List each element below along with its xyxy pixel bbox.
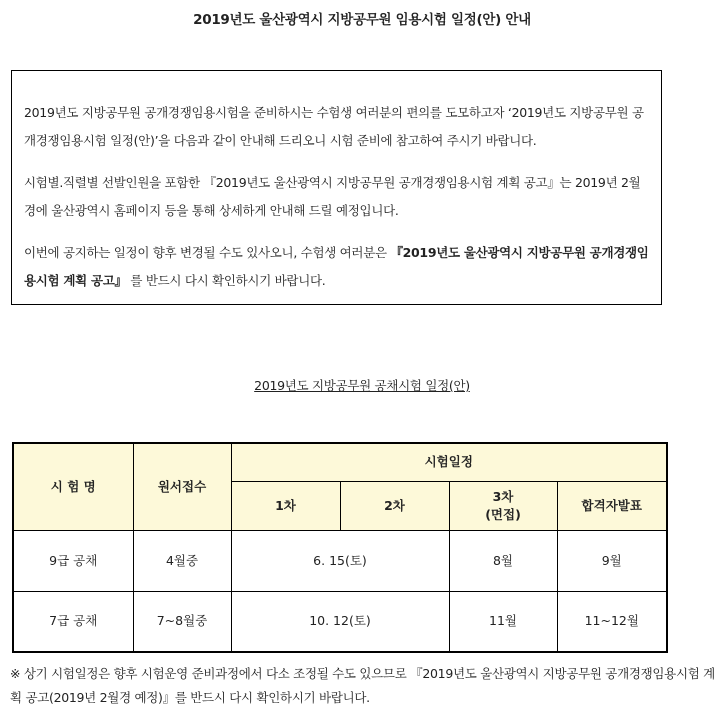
row-exam-name: 9급 공채 xyxy=(13,530,133,591)
header-round3-line2: (면접) xyxy=(485,506,521,522)
table-row xyxy=(13,530,667,591)
row-round3: 11월 xyxy=(449,591,557,652)
row-application: 7~8월중 xyxy=(133,591,231,652)
notice-paragraph-1: 2019년도 지방공무원 공개경쟁임용시험을 준비하시는 수험생 여러분의 편의를 도모하고자 ‘2019년도 지방공무원 공개경쟁임용시험 일정(안)’을 다음과 같이 안내해 드리오니 시험 준비에 참고하여 주시기 바랍니다. xyxy=(24,105,644,148)
header-result: 합격자발표 xyxy=(557,481,667,530)
header-round3-line1: 3차 xyxy=(492,488,514,504)
row-application: 4월중 xyxy=(133,530,231,591)
row-result: 11~12월 xyxy=(557,591,667,652)
schedule-subtitle: 2019년도 지방공무원 공채시험 일정(안) xyxy=(254,378,470,393)
table-row xyxy=(13,591,667,652)
row-round12-date: 10. 12(토) xyxy=(231,591,449,652)
page-title: 2019년도 울산광역시 지방공무원 임용시험 일정(안) 안내 xyxy=(193,12,531,28)
notice-paragraph-3-pre: 이번에 공지하는 일정이 향후 변경될 수도 있사오니, 수험생 여러분은 xyxy=(24,245,391,260)
notice-paragraph-3 xyxy=(24,239,649,295)
header-round2: 2차 xyxy=(340,481,449,530)
notice-box xyxy=(11,70,662,305)
row-result: 9월 xyxy=(557,530,667,591)
header-schedule: 시험일정 xyxy=(231,443,667,481)
row-exam-name: 7급 공채 xyxy=(13,591,133,652)
header-application: 원서접수 xyxy=(133,443,231,530)
row-round12-date: 6. 15(토) xyxy=(231,530,449,591)
header-exam-name: 시 험 명 xyxy=(13,443,133,530)
table-header-row xyxy=(13,443,667,481)
notice-paragraph-2: 시험별.직렬별 선발인원을 포함한 『2019년도 울산광역시 지방공무원 공개경쟁임용시험 계획 공고』는 2019년 2월경에 울산광역시 홈페이지 등을 통해 상세하게 안내해 드릴 예정입니다. xyxy=(24,175,641,218)
row-round3: 8월 xyxy=(449,530,557,591)
notice-paragraph-3-post: 를 반드시 다시 확인하시기 바랍니다. xyxy=(130,273,326,288)
header-round1: 1차 xyxy=(231,481,340,530)
notice-announcement-title: 『2019년도 울산광역시 지방공무원 공개경쟁임용시험 계획 공고』 xyxy=(24,245,649,288)
exam-schedule-table xyxy=(12,442,668,653)
footnote: ※ 상기 시험일정은 향후 시험운영 준비과정에서 다소 조정될 수도 있으므로 『2019년도 울산광역시 지방공무원 공개경쟁임용시험 계획 공고(2019년 2월경 예정)』를 반드시 다시 확인하시기 바랍니다. xyxy=(10,666,715,705)
header-round3 xyxy=(449,481,557,530)
